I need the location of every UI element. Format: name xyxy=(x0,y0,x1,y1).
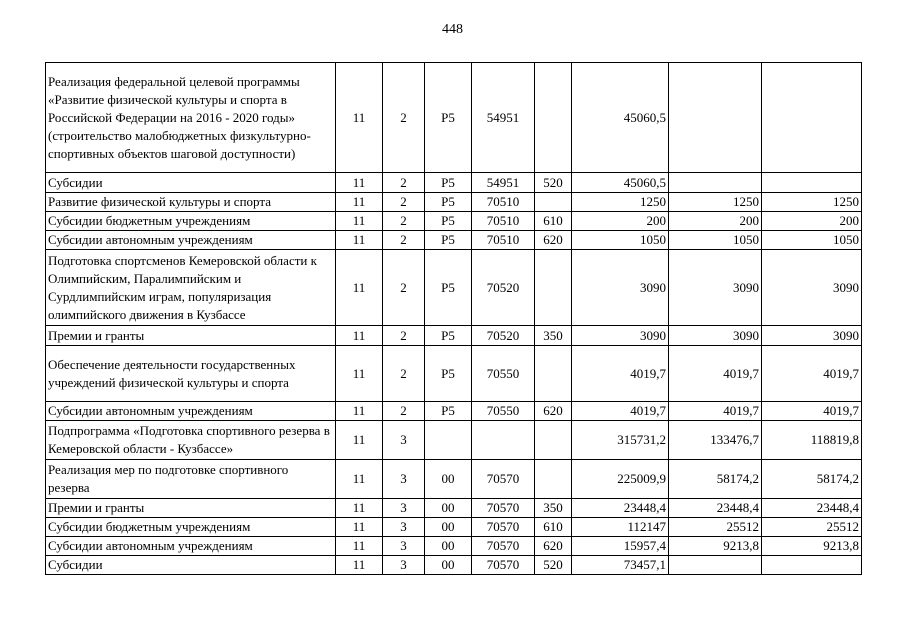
cell-section: 11 xyxy=(336,537,383,556)
cell-expense-type xyxy=(535,193,572,212)
cell-subsection: 3 xyxy=(383,537,425,556)
cell-direction: 70570 xyxy=(472,499,535,518)
cell-subsection: 2 xyxy=(383,231,425,250)
budget-table xyxy=(45,62,862,575)
row-name: Реализация федеральной целевой программы «Развитие физической культуры и спорта в Российской Федерации на 2016 - 2020 годы» (строительство малобюджетных физкультурно-спортивных объектов шаговой доступности) xyxy=(46,63,336,173)
cell-program: P5 xyxy=(425,346,472,402)
cell-program: 00 xyxy=(425,499,472,518)
cell-program: 00 xyxy=(425,460,472,499)
cell-year2 xyxy=(669,173,762,193)
cell-direction xyxy=(472,421,535,460)
cell-year1: 3090 xyxy=(572,250,669,326)
cell-expense-type xyxy=(535,421,572,460)
row-name: Субсидии бюджетным учреждениям xyxy=(46,518,336,537)
cell-direction: 70550 xyxy=(472,346,535,402)
cell-year1: 45060,5 xyxy=(572,63,669,173)
cell-program: P5 xyxy=(425,326,472,346)
cell-section: 11 xyxy=(336,460,383,499)
cell-year2: 3090 xyxy=(669,250,762,326)
cell-section: 11 xyxy=(336,231,383,250)
table-row xyxy=(46,556,862,575)
cell-expense-type: 620 xyxy=(535,231,572,250)
cell-section: 11 xyxy=(336,193,383,212)
cell-expense-type xyxy=(535,460,572,499)
cell-expense-type xyxy=(535,346,572,402)
cell-expense-type xyxy=(535,250,572,326)
cell-section: 11 xyxy=(336,518,383,537)
cell-subsection: 2 xyxy=(383,173,425,193)
cell-year1: 23448,4 xyxy=(572,499,669,518)
cell-direction: 70520 xyxy=(472,326,535,346)
cell-year2: 1250 xyxy=(669,193,762,212)
cell-direction: 70510 xyxy=(472,193,535,212)
table-row xyxy=(46,63,862,173)
cell-section: 11 xyxy=(336,212,383,231)
cell-year3: 25512 xyxy=(762,518,862,537)
cell-year3: 4019,7 xyxy=(762,402,862,421)
table-row xyxy=(46,499,862,518)
cell-subsection: 2 xyxy=(383,193,425,212)
cell-expense-type: 350 xyxy=(535,326,572,346)
cell-year2 xyxy=(669,556,762,575)
cell-section: 11 xyxy=(336,346,383,402)
cell-year1: 225009,9 xyxy=(572,460,669,499)
cell-year3: 1050 xyxy=(762,231,862,250)
cell-subsection: 3 xyxy=(383,460,425,499)
cell-direction: 70570 xyxy=(472,460,535,499)
cell-year3: 118819,8 xyxy=(762,421,862,460)
cell-program: 00 xyxy=(425,556,472,575)
cell-subsection: 3 xyxy=(383,556,425,575)
table-row xyxy=(46,231,862,250)
cell-expense-type: 520 xyxy=(535,556,572,575)
table-row xyxy=(46,402,862,421)
cell-year3: 1250 xyxy=(762,193,862,212)
cell-year2: 1050 xyxy=(669,231,762,250)
row-name: Премии и гранты xyxy=(46,499,336,518)
cell-section: 11 xyxy=(336,402,383,421)
cell-section: 11 xyxy=(336,250,383,326)
cell-year1: 315731,2 xyxy=(572,421,669,460)
row-name: Субсидии автономным учреждениям xyxy=(46,402,336,421)
cell-expense-type xyxy=(535,63,572,173)
cell-direction: 70570 xyxy=(472,556,535,575)
cell-section: 11 xyxy=(336,326,383,346)
cell-program: P5 xyxy=(425,63,472,173)
cell-year2: 25512 xyxy=(669,518,762,537)
cell-direction: 70510 xyxy=(472,231,535,250)
cell-program: P5 xyxy=(425,193,472,212)
cell-program: P5 xyxy=(425,231,472,250)
cell-subsection: 2 xyxy=(383,250,425,326)
cell-year1: 4019,7 xyxy=(572,346,669,402)
cell-section: 11 xyxy=(336,499,383,518)
cell-program: P5 xyxy=(425,212,472,231)
table-row xyxy=(46,173,862,193)
table-row xyxy=(46,460,862,499)
row-name: Реализация мер по подготовке спортивного резерва xyxy=(46,460,336,499)
cell-subsection: 2 xyxy=(383,63,425,173)
cell-expense-type: 620 xyxy=(535,402,572,421)
table-row xyxy=(46,421,862,460)
cell-year1: 3090 xyxy=(572,326,669,346)
cell-subsection: 2 xyxy=(383,326,425,346)
cell-year3 xyxy=(762,556,862,575)
cell-year1: 1250 xyxy=(572,193,669,212)
cell-section: 11 xyxy=(336,556,383,575)
cell-year3 xyxy=(762,173,862,193)
cell-direction: 54951 xyxy=(472,63,535,173)
row-name: Подготовка спортсменов Кемеровской области к Олимпийским, Паралимпийским и Сурдлимпийским играм, популяризация олимпийского движения в Кузбассе xyxy=(46,250,336,326)
cell-direction: 70570 xyxy=(472,518,535,537)
cell-expense-type: 610 xyxy=(535,212,572,231)
table-row xyxy=(46,193,862,212)
cell-expense-type: 610 xyxy=(535,518,572,537)
row-name: Развитие физической культуры и спорта xyxy=(46,193,336,212)
cell-subsection: 3 xyxy=(383,518,425,537)
cell-section: 11 xyxy=(336,421,383,460)
cell-direction: 70510 xyxy=(472,212,535,231)
table-row xyxy=(46,346,862,402)
cell-direction: 70550 xyxy=(472,402,535,421)
cell-year1: 73457,1 xyxy=(572,556,669,575)
row-name: Субсидии xyxy=(46,556,336,575)
cell-year3 xyxy=(762,63,862,173)
cell-year2 xyxy=(669,63,762,173)
cell-direction: 70520 xyxy=(472,250,535,326)
cell-year2: 3090 xyxy=(669,326,762,346)
cell-year3: 3090 xyxy=(762,250,862,326)
table-row xyxy=(46,518,862,537)
cell-year2: 4019,7 xyxy=(669,346,762,402)
cell-year1: 1050 xyxy=(572,231,669,250)
page-number: 448 xyxy=(442,22,463,37)
cell-year2: 4019,7 xyxy=(669,402,762,421)
cell-year1: 45060,5 xyxy=(572,173,669,193)
cell-year2: 58174,2 xyxy=(669,460,762,499)
cell-year3: 9213,8 xyxy=(762,537,862,556)
cell-year2: 200 xyxy=(669,212,762,231)
cell-program: P5 xyxy=(425,250,472,326)
cell-subsection: 2 xyxy=(383,402,425,421)
cell-subsection: 2 xyxy=(383,212,425,231)
cell-year2: 133476,7 xyxy=(669,421,762,460)
cell-subsection: 2 xyxy=(383,346,425,402)
cell-program: P5 xyxy=(425,173,472,193)
cell-year3: 3090 xyxy=(762,326,862,346)
table-row xyxy=(46,326,862,346)
cell-year3: 58174,2 xyxy=(762,460,862,499)
row-name: Субсидии автономным учреждениям xyxy=(46,537,336,556)
table-row xyxy=(46,537,862,556)
cell-year3: 23448,4 xyxy=(762,499,862,518)
cell-program: P5 xyxy=(425,402,472,421)
cell-direction: 70570 xyxy=(472,537,535,556)
row-name: Субсидии xyxy=(46,173,336,193)
cell-program: 00 xyxy=(425,537,472,556)
table-row xyxy=(46,212,862,231)
cell-year1: 112147 xyxy=(572,518,669,537)
row-name: Премии и гранты xyxy=(46,326,336,346)
cell-year1: 15957,4 xyxy=(572,537,669,556)
cell-section: 11 xyxy=(336,173,383,193)
cell-expense-type: 520 xyxy=(535,173,572,193)
cell-subsection: 3 xyxy=(383,421,425,460)
cell-direction: 54951 xyxy=(472,173,535,193)
cell-program xyxy=(425,421,472,460)
cell-expense-type: 620 xyxy=(535,537,572,556)
cell-subsection: 3 xyxy=(383,499,425,518)
cell-year2: 23448,4 xyxy=(669,499,762,518)
cell-year2: 9213,8 xyxy=(669,537,762,556)
cell-expense-type: 350 xyxy=(535,499,572,518)
cell-program: 00 xyxy=(425,518,472,537)
cell-year1: 4019,7 xyxy=(572,402,669,421)
cell-year1: 200 xyxy=(572,212,669,231)
cell-year3: 4019,7 xyxy=(762,346,862,402)
row-name: Субсидии автономным учреждениям xyxy=(46,231,336,250)
cell-year3: 200 xyxy=(762,212,862,231)
row-name: Подпрограмма «Подготовка спортивного резерва в Кемеровской области - Кузбассе» xyxy=(46,421,336,460)
row-name: Субсидии бюджетным учреждениям xyxy=(46,212,336,231)
row-name: Обеспечение деятельности государственных учреждений физической культуры и спорта xyxy=(46,346,336,402)
table-row xyxy=(46,250,862,326)
cell-section: 11 xyxy=(336,63,383,173)
